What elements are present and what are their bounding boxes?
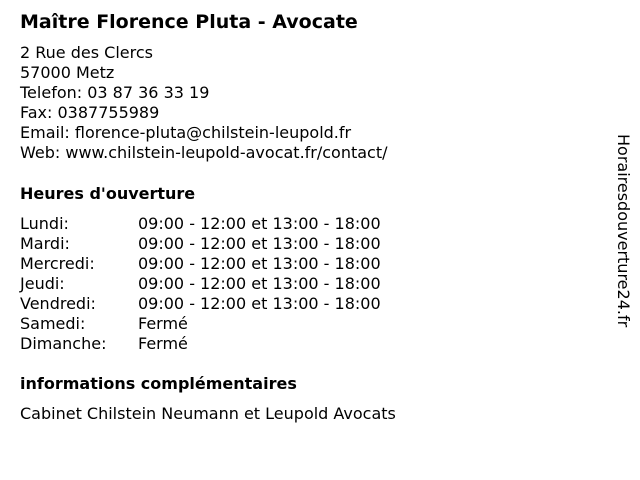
hours-value: 09:00 - 12:00 et 13:00 - 18:00 <box>138 274 381 293</box>
hours-value: 09:00 - 12:00 et 13:00 - 18:00 <box>138 234 381 253</box>
day-label: Mardi: <box>20 234 70 253</box>
page-title: Maître Florence Pluta - Avocate <box>20 11 358 33</box>
website-address: Web: www.chilstein-leupold-avocat.fr/contact/ <box>20 143 388 162</box>
day-label: Vendredi: <box>20 294 96 313</box>
hours-value: 09:00 - 12:00 et 13:00 - 18:00 <box>138 214 381 233</box>
phone-number: Telefon: 03 87 36 33 19 <box>20 83 210 102</box>
day-label: Dimanche: <box>20 334 107 353</box>
additional-info-heading: informations complémentaires <box>20 374 297 393</box>
fax-number: Fax: 0387755989 <box>20 103 160 122</box>
street-address: 2 Rue des Clercs <box>20 43 153 62</box>
city-postal: 57000 Metz <box>20 63 115 82</box>
hours-value: 09:00 - 12:00 et 13:00 - 18:00 <box>138 254 381 273</box>
opening-hours-heading: Heures d'ouverture <box>20 184 196 203</box>
email-address: Email: florence-pluta@chilstein-leupold.fr <box>20 123 352 142</box>
hours-value: 09:00 - 12:00 et 13:00 - 18:00 <box>138 294 381 313</box>
hours-value: Fermé <box>138 314 188 333</box>
additional-info-text: Cabinet Chilstein Neumann et Leupold Avocats <box>20 404 396 423</box>
day-label: Lundi: <box>20 214 69 233</box>
day-label: Jeudi: <box>20 274 65 293</box>
day-label: Samedi: <box>20 314 86 333</box>
contact-block <box>20 43 388 163</box>
hours-value: Fermé <box>138 334 188 353</box>
site-watermark: Horairesdouverture24.fr <box>614 134 633 328</box>
day-label: Mercredi: <box>20 254 95 273</box>
